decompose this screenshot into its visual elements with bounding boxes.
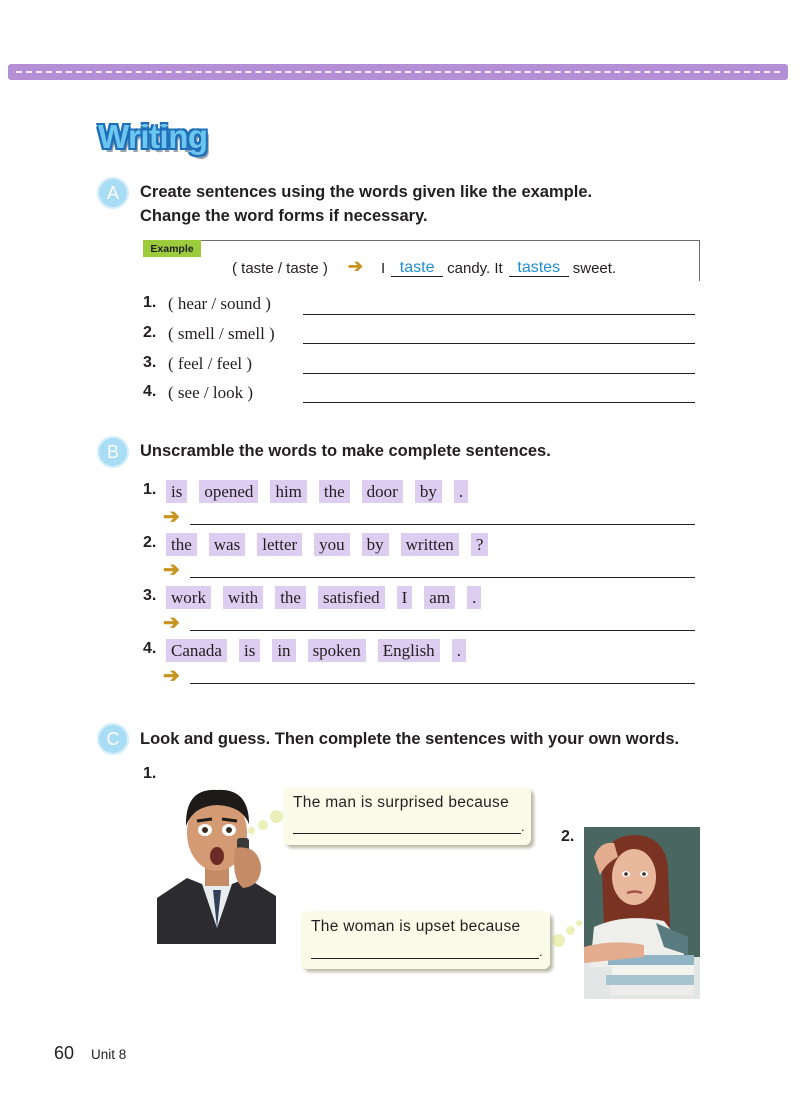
speech-bubble-woman bbox=[301, 911, 550, 969]
answer-line[interactable] bbox=[190, 577, 695, 578]
word-chip[interactable]: English bbox=[378, 639, 440, 662]
example-text-part1: I bbox=[380, 260, 386, 277]
section-c-instruction: Look and guess. Then complete the sentences with your own words. bbox=[140, 730, 680, 748]
word-chips bbox=[166, 480, 480, 503]
section-a-badge: A bbox=[97, 177, 129, 209]
word-chips bbox=[166, 586, 493, 609]
answer-line[interactable] bbox=[303, 343, 695, 344]
section-c-badge: C bbox=[97, 723, 129, 755]
item-words: ( see / look ) bbox=[168, 383, 253, 402]
item-number: 3. bbox=[143, 587, 157, 604]
speech-bubble-man bbox=[283, 787, 531, 845]
item-number: 2. bbox=[143, 324, 157, 341]
answer-line[interactable] bbox=[190, 683, 695, 684]
section-b-badge: B bbox=[97, 436, 129, 468]
word-chip[interactable]: letter bbox=[257, 533, 302, 556]
word-chip[interactable]: spoken bbox=[308, 639, 366, 662]
word-chips bbox=[166, 639, 478, 662]
word-chip[interactable]: by bbox=[362, 533, 389, 556]
surprised-man-photo bbox=[157, 778, 276, 944]
word-chip[interactable]: written bbox=[401, 533, 459, 556]
item-number: 4. bbox=[143, 640, 157, 657]
thought-dot bbox=[258, 820, 268, 830]
example-tag: Example bbox=[143, 240, 201, 257]
item-number: 1. bbox=[143, 481, 157, 498]
example-sentence bbox=[232, 256, 616, 277]
word-chip[interactable]: . bbox=[467, 586, 481, 609]
ribbon-stitching bbox=[16, 71, 780, 73]
word-chip[interactable]: the bbox=[275, 586, 306, 609]
arrow-icon: ➔ bbox=[163, 612, 180, 634]
word-chip[interactable]: Canada bbox=[166, 639, 227, 662]
item-words: ( hear / sound ) bbox=[168, 294, 271, 313]
answer-line[interactable] bbox=[303, 314, 695, 315]
word-chip[interactable]: I bbox=[397, 586, 413, 609]
word-chip[interactable]: door bbox=[362, 480, 403, 503]
word-chip[interactable]: the bbox=[166, 533, 197, 556]
section-a-item-1 bbox=[143, 294, 695, 312]
section-a-item-4 bbox=[143, 383, 695, 401]
item-words: ( smell / smell ) bbox=[168, 324, 275, 343]
answer-line[interactable] bbox=[190, 630, 695, 631]
word-chip[interactable]: is bbox=[166, 480, 187, 503]
thought-dot bbox=[248, 827, 255, 834]
arrow-icon: ➔ bbox=[163, 559, 180, 581]
upset-woman-photo bbox=[584, 827, 700, 999]
word-chip[interactable]: satisfied bbox=[318, 586, 385, 609]
section-b-instruction: Unscramble the words to make complete sentences. bbox=[140, 442, 551, 460]
word-chip[interactable]: was bbox=[209, 533, 245, 556]
section-a-instruction bbox=[140, 180, 592, 228]
word-chip[interactable]: am bbox=[424, 586, 455, 609]
item-words: ( feel / feel ) bbox=[168, 354, 252, 373]
thought-dot bbox=[576, 920, 582, 926]
section-a-item-2 bbox=[143, 324, 695, 342]
bubble-text: The woman is upset because bbox=[311, 918, 521, 935]
arrow-icon: ➔ bbox=[347, 256, 363, 276]
item-2-number: 2. bbox=[561, 828, 575, 845]
section-a-instruction-line1: Create sentences using the words given like the example. bbox=[140, 183, 593, 201]
word-chip[interactable]: with bbox=[223, 586, 263, 609]
section-a-instruction-line2: Change the word forms if necessary. bbox=[140, 207, 428, 225]
section-a-item-3 bbox=[143, 354, 695, 372]
item-number: 3. bbox=[143, 354, 157, 371]
answer-line[interactable] bbox=[293, 833, 521, 834]
word-chip[interactable]: you bbox=[314, 533, 350, 556]
arrow-icon: ➔ bbox=[163, 665, 180, 687]
item-number: 4. bbox=[143, 383, 157, 400]
answer-line[interactable] bbox=[303, 373, 695, 374]
page-title: Writing bbox=[98, 118, 208, 155]
word-chip[interactable]: by bbox=[415, 480, 442, 503]
item-1-number: 1. bbox=[143, 765, 157, 782]
answer-line[interactable] bbox=[311, 958, 539, 959]
word-chips bbox=[166, 533, 500, 556]
thought-dot bbox=[270, 810, 283, 823]
bubble-text: The man is surprised because bbox=[293, 794, 510, 811]
word-chip[interactable]: ? bbox=[471, 533, 489, 556]
item-number: 2. bbox=[143, 534, 157, 551]
upset-woman-illustration bbox=[584, 827, 700, 999]
end-mark: . bbox=[539, 944, 543, 959]
example-answer-2: tastes bbox=[509, 260, 569, 277]
unit-label: Unit 8 bbox=[91, 1047, 127, 1062]
thought-dot bbox=[552, 934, 565, 947]
word-chip[interactable]: work bbox=[166, 586, 211, 609]
word-chip[interactable]: . bbox=[452, 639, 466, 662]
word-chip[interactable]: in bbox=[272, 639, 295, 662]
word-chip[interactable]: . bbox=[454, 480, 468, 503]
example-text-part2: candy. It bbox=[447, 260, 503, 277]
word-chip[interactable]: opened bbox=[199, 480, 258, 503]
example-answer-1: taste bbox=[391, 260, 443, 277]
item-number: 1. bbox=[143, 294, 157, 311]
thought-dot bbox=[566, 926, 575, 935]
answer-line[interactable] bbox=[190, 524, 695, 525]
example-text-part3: sweet. bbox=[572, 260, 617, 277]
word-chip[interactable]: is bbox=[239, 639, 260, 662]
surprised-man-illustration bbox=[157, 778, 276, 944]
end-mark: . bbox=[521, 819, 525, 834]
example-words: ( taste / taste ) bbox=[232, 260, 328, 277]
word-chip[interactable]: him bbox=[270, 480, 306, 503]
page-number: 60 bbox=[54, 1043, 75, 1063]
answer-line[interactable] bbox=[303, 402, 695, 403]
word-chip[interactable]: the bbox=[319, 480, 350, 503]
arrow-icon: ➔ bbox=[163, 506, 180, 528]
